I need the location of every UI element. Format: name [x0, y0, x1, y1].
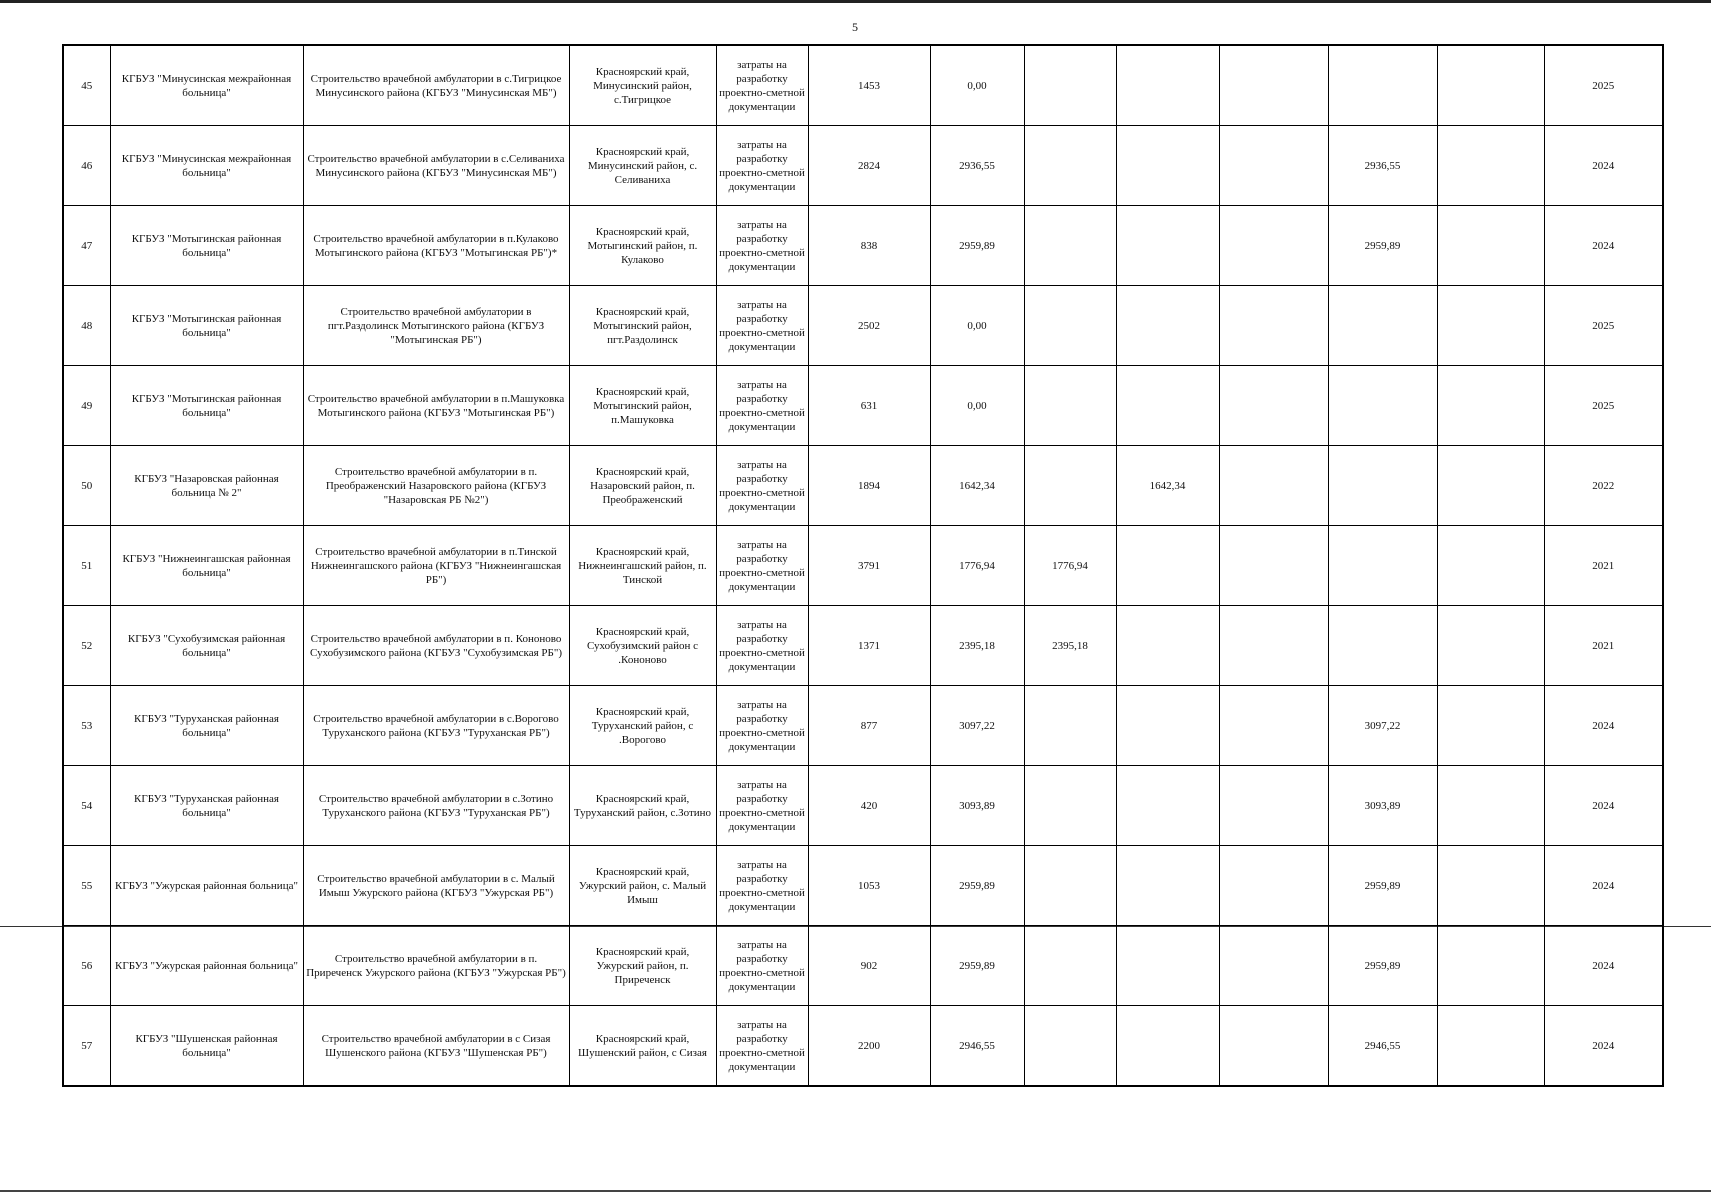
cost-type-cell: затраты на разработку проектно-сметной документации — [716, 126, 808, 206]
completion-year-cell: 2021 — [1544, 526, 1663, 606]
row-number-cell: 50 — [63, 446, 110, 526]
row-number-cell: 52 — [63, 606, 110, 686]
cost-2023-cell — [1219, 926, 1328, 1006]
object-name-cell: Строительство врачебной амбулатории в с.Тигрицкое Минусинского района (КГБУЗ "Минусинская МБ") — [303, 45, 569, 126]
organization-cell: КГБУЗ "Назаровская районная больница № 2" — [110, 446, 303, 526]
cost-2023-cell — [1219, 606, 1328, 686]
cost-2023-cell — [1219, 45, 1328, 126]
cost-2024-cell: 3093,89 — [1328, 766, 1437, 846]
table-row — [63, 446, 1663, 526]
row-number-cell: 53 — [63, 686, 110, 766]
row-number-cell: 47 — [63, 206, 110, 286]
row-number-cell: 55 — [63, 846, 110, 926]
total-cost-cell: 2959,89 — [930, 846, 1024, 926]
table-row — [63, 846, 1663, 926]
row-number-cell: 45 — [63, 45, 110, 126]
cost-type-cell: затраты на разработку проектно-сметной документации — [716, 846, 808, 926]
table-row — [63, 286, 1663, 366]
scan-border-bottom — [0, 1190, 1711, 1192]
table-row — [63, 686, 1663, 766]
cost-type-cell: затраты на разработку проектно-сметной документации — [716, 686, 808, 766]
cost-2022-cell — [1116, 526, 1219, 606]
cost-2024-cell — [1328, 606, 1437, 686]
cost-2021-cell: 1776,94 — [1024, 526, 1116, 606]
location-cell: Красноярский край, Туруханский район, с .Ворогово — [569, 686, 716, 766]
cost-2026-cell — [1437, 286, 1544, 366]
row-number-cell: 56 — [63, 926, 110, 1006]
cost-2024-cell: 2959,89 — [1328, 926, 1437, 1006]
cost-2022-cell — [1116, 766, 1219, 846]
total-cost-cell: 1642,34 — [930, 446, 1024, 526]
row-number-cell: 46 — [63, 126, 110, 206]
organization-cell: КГБУЗ "Ужурская районная больница" — [110, 846, 303, 926]
total-cost-cell: 2395,18 — [930, 606, 1024, 686]
cost-type-cell: затраты на разработку проектно-сметной документации — [716, 526, 808, 606]
completion-year-cell: 2024 — [1544, 1006, 1663, 1087]
cost-2023-cell — [1219, 286, 1328, 366]
object-name-cell: Строительство врачебной амбулатории в с Сизая Шушенского района (КГБУЗ "Шушенская РБ") — [303, 1006, 569, 1087]
cost-type-cell: затраты на разработку проектно-сметной документации — [716, 45, 808, 126]
cost-2022-cell — [1116, 606, 1219, 686]
cost-2022-cell — [1116, 45, 1219, 126]
population-cell: 877 — [808, 686, 930, 766]
cost-2023-cell — [1219, 1006, 1328, 1087]
completion-year-cell: 2024 — [1544, 126, 1663, 206]
cost-2026-cell — [1437, 686, 1544, 766]
organization-cell: КГБУЗ "Шушенская районная больница" — [110, 1006, 303, 1087]
cost-2021-cell — [1024, 766, 1116, 846]
cost-2021-cell — [1024, 686, 1116, 766]
object-name-cell: Строительство врачебной амбулатории в п.Тинской Нижнеингашского района (КГБУЗ "Нижнеингашская РБ") — [303, 526, 569, 606]
cost-2024-cell: 2959,89 — [1328, 206, 1437, 286]
total-cost-cell: 3093,89 — [930, 766, 1024, 846]
cost-2022-cell: 1642,34 — [1116, 446, 1219, 526]
ambulatory-construction-table — [62, 44, 1664, 1087]
cost-2021-cell — [1024, 45, 1116, 126]
row-number-cell: 49 — [63, 366, 110, 446]
table-row — [63, 206, 1663, 286]
cost-2021-cell — [1024, 1006, 1116, 1087]
table-row — [63, 45, 1663, 126]
completion-year-cell: 2024 — [1544, 846, 1663, 926]
cost-2023-cell — [1219, 526, 1328, 606]
cost-2024-cell — [1328, 526, 1437, 606]
cost-2024-cell: 2946,55 — [1328, 1006, 1437, 1087]
location-cell: Красноярский край, Мотыгинский район, пгт.Раздолинск — [569, 286, 716, 366]
table-row — [63, 126, 1663, 206]
object-name-cell: Строительство врачебной амбулатории в с.Ворогово Туруханского района (КГБУЗ "Туруханская РБ") — [303, 686, 569, 766]
cost-2022-cell — [1116, 1006, 1219, 1087]
cost-2026-cell — [1437, 45, 1544, 126]
cost-2022-cell — [1116, 126, 1219, 206]
cost-2024-cell — [1328, 366, 1437, 446]
organization-cell: КГБУЗ "Минусинская межрайонная больница" — [110, 45, 303, 126]
object-name-cell: Строительство врачебной амбулатории в с. Малый Имыш Ужурского района (КГБУЗ "Ужурская РБ") — [303, 846, 569, 926]
total-cost-cell: 2936,55 — [930, 126, 1024, 206]
cost-2026-cell — [1437, 926, 1544, 1006]
cost-2021-cell — [1024, 206, 1116, 286]
cost-type-cell: затраты на разработку проектно-сметной документации — [716, 286, 808, 366]
cost-2022-cell — [1116, 366, 1219, 446]
completion-year-cell: 2025 — [1544, 366, 1663, 446]
object-name-cell: Строительство врачебной амбулатории в с.Зотино Туруханского района (КГБУЗ "Туруханская РБ") — [303, 766, 569, 846]
population-cell: 1053 — [808, 846, 930, 926]
object-name-cell: Строительство врачебной амбулатории в п. Приреченск Ужурского района (КГБУЗ "Ужурская РБ") — [303, 926, 569, 1006]
cost-2021-cell: 2395,18 — [1024, 606, 1116, 686]
table-row — [63, 1006, 1663, 1087]
cost-2021-cell — [1024, 366, 1116, 446]
object-name-cell: Строительство врачебной амбулатории в п. Преображенский Назаровского района (КГБУЗ "Назаровская РБ №2") — [303, 446, 569, 526]
location-cell: Красноярский край, Минусинский район, с.Тигрицкое — [569, 45, 716, 126]
cost-type-cell: затраты на разработку проектно-сметной документации — [716, 446, 808, 526]
population-cell: 1894 — [808, 446, 930, 526]
cost-type-cell: затраты на разработку проектно-сметной документации — [716, 606, 808, 686]
table-row — [63, 606, 1663, 686]
cost-2023-cell — [1219, 686, 1328, 766]
population-cell: 2824 — [808, 126, 930, 206]
table-row — [63, 526, 1663, 606]
cost-2024-cell — [1328, 446, 1437, 526]
cost-type-cell: затраты на разработку проектно-сметной документации — [716, 1006, 808, 1087]
table-row — [63, 926, 1663, 1006]
completion-year-cell: 2022 — [1544, 446, 1663, 526]
object-name-cell: Строительство врачебной амбулатории в п.Машуковка Мотыгинского района (КГБУЗ "Мотыгинская РБ") — [303, 366, 569, 446]
cost-type-cell: затраты на разработку проектно-сметной документации — [716, 366, 808, 446]
organization-cell: КГБУЗ "Мотыгинская районная больница" — [110, 286, 303, 366]
location-cell: Красноярский край, Мотыгинский район, п.Машуковка — [569, 366, 716, 446]
location-cell: Красноярский край, Мотыгинский район, п. Кулаково — [569, 206, 716, 286]
population-cell: 631 — [808, 366, 930, 446]
cost-2024-cell — [1328, 286, 1437, 366]
location-cell: Красноярский край, Нижнеингашский район, п. Тинской — [569, 526, 716, 606]
cost-2024-cell: 2936,55 — [1328, 126, 1437, 206]
total-cost-cell: 2959,89 — [930, 926, 1024, 1006]
population-cell: 838 — [808, 206, 930, 286]
organization-cell: КГБУЗ "Ужурская районная больница" — [110, 926, 303, 1006]
completion-year-cell: 2024 — [1544, 686, 1663, 766]
completion-year-cell: 2024 — [1544, 766, 1663, 846]
location-cell: Красноярский край, Ужурский район, с. Малый Имыш — [569, 846, 716, 926]
cost-2023-cell — [1219, 366, 1328, 446]
cost-2021-cell — [1024, 446, 1116, 526]
organization-cell: КГБУЗ "Нижнеингашская районная больница" — [110, 526, 303, 606]
completion-year-cell: 2024 — [1544, 206, 1663, 286]
cost-2023-cell — [1219, 446, 1328, 526]
cost-type-cell: затраты на разработку проектно-сметной документации — [716, 926, 808, 1006]
cost-2021-cell — [1024, 846, 1116, 926]
organization-cell: КГБУЗ "Мотыгинская районная больница" — [110, 206, 303, 286]
cost-2021-cell — [1024, 286, 1116, 366]
cost-2024-cell — [1328, 45, 1437, 126]
row-number-cell: 48 — [63, 286, 110, 366]
population-cell: 2502 — [808, 286, 930, 366]
organization-cell: КГБУЗ "Сухобузимская районная больница" — [110, 606, 303, 686]
cost-2022-cell — [1116, 686, 1219, 766]
row-number-cell: 51 — [63, 526, 110, 606]
completion-year-cell: 2025 — [1544, 45, 1663, 126]
organization-cell: КГБУЗ "Минусинская межрайонная больница" — [110, 126, 303, 206]
cost-2024-cell: 3097,22 — [1328, 686, 1437, 766]
cost-2022-cell — [1116, 206, 1219, 286]
table-row — [63, 366, 1663, 446]
cost-2026-cell — [1437, 126, 1544, 206]
location-cell: Красноярский край, Ужурский район, п. Приреченск — [569, 926, 716, 1006]
location-cell: Красноярский край, Шушенский район, с Сизая — [569, 1006, 716, 1087]
location-cell: Красноярский край, Туруханский район, с.Зотино — [569, 766, 716, 846]
cost-type-cell: затраты на разработку проектно-сметной документации — [716, 206, 808, 286]
cost-2026-cell — [1437, 1006, 1544, 1087]
cost-2023-cell — [1219, 766, 1328, 846]
object-name-cell: Строительство врачебной амбулатории в п.Кулаково Мотыгинского района (КГБУЗ "Мотыгинская РБ")* — [303, 206, 569, 286]
table-row — [63, 766, 1663, 846]
cost-2021-cell — [1024, 126, 1116, 206]
cost-2026-cell — [1437, 766, 1544, 846]
total-cost-cell: 2946,55 — [930, 1006, 1024, 1087]
object-name-cell: Строительство врачебной амбулатории в пгт.Раздолинск Мотыгинского района (КГБУЗ "Мотыгинская РБ") — [303, 286, 569, 366]
population-cell: 2200 — [808, 1006, 930, 1087]
location-cell: Красноярский край, Минусинский район, с. Селиваниха — [569, 126, 716, 206]
population-cell: 902 — [808, 926, 930, 1006]
cost-2022-cell — [1116, 926, 1219, 1006]
cost-2026-cell — [1437, 606, 1544, 686]
location-cell: Красноярский край, Назаровский район, п. Преображенский — [569, 446, 716, 526]
scan-border-top — [0, 0, 1711, 3]
object-name-cell: Строительство врачебной амбулатории в с.Селиваниха Минусинского района (КГБУЗ "Минусинская МБ") — [303, 126, 569, 206]
total-cost-cell: 0,00 — [930, 366, 1024, 446]
table-body — [63, 45, 1663, 1086]
cost-2022-cell — [1116, 286, 1219, 366]
total-cost-cell: 3097,22 — [930, 686, 1024, 766]
row-number-cell: 54 — [63, 766, 110, 846]
cost-2023-cell — [1219, 206, 1328, 286]
completion-year-cell: 2025 — [1544, 286, 1663, 366]
cost-2026-cell — [1437, 366, 1544, 446]
population-cell: 1453 — [808, 45, 930, 126]
organization-cell: КГБУЗ "Туруханская районная больница" — [110, 766, 303, 846]
population-cell: 420 — [808, 766, 930, 846]
cost-2026-cell — [1437, 446, 1544, 526]
cost-2026-cell — [1437, 846, 1544, 926]
population-cell: 1371 — [808, 606, 930, 686]
page-number: 5 — [852, 20, 858, 34]
completion-year-cell: 2021 — [1544, 606, 1663, 686]
object-name-cell: Строительство врачебной амбулатории в п. Кононово Сухобузимского района (КГБУЗ "Сухобузимская РБ") — [303, 606, 569, 686]
cost-2026-cell — [1437, 206, 1544, 286]
cost-2023-cell — [1219, 126, 1328, 206]
cost-2022-cell — [1116, 846, 1219, 926]
cost-2021-cell — [1024, 926, 1116, 1006]
population-cell: 3791 — [808, 526, 930, 606]
row-number-cell: 57 — [63, 1006, 110, 1087]
completion-year-cell: 2024 — [1544, 926, 1663, 1006]
cost-2024-cell: 2959,89 — [1328, 846, 1437, 926]
total-cost-cell: 2959,89 — [930, 206, 1024, 286]
total-cost-cell: 0,00 — [930, 286, 1024, 366]
total-cost-cell: 0,00 — [930, 45, 1024, 126]
total-cost-cell: 1776,94 — [930, 526, 1024, 606]
cost-2026-cell — [1437, 526, 1544, 606]
cost-2023-cell — [1219, 846, 1328, 926]
organization-cell: КГБУЗ "Мотыгинская районная больница" — [110, 366, 303, 446]
cost-type-cell: затраты на разработку проектно-сметной документации — [716, 766, 808, 846]
organization-cell: КГБУЗ "Туруханская районная больница" — [110, 686, 303, 766]
location-cell: Красноярский край, Сухобузимский район с .Кононово — [569, 606, 716, 686]
